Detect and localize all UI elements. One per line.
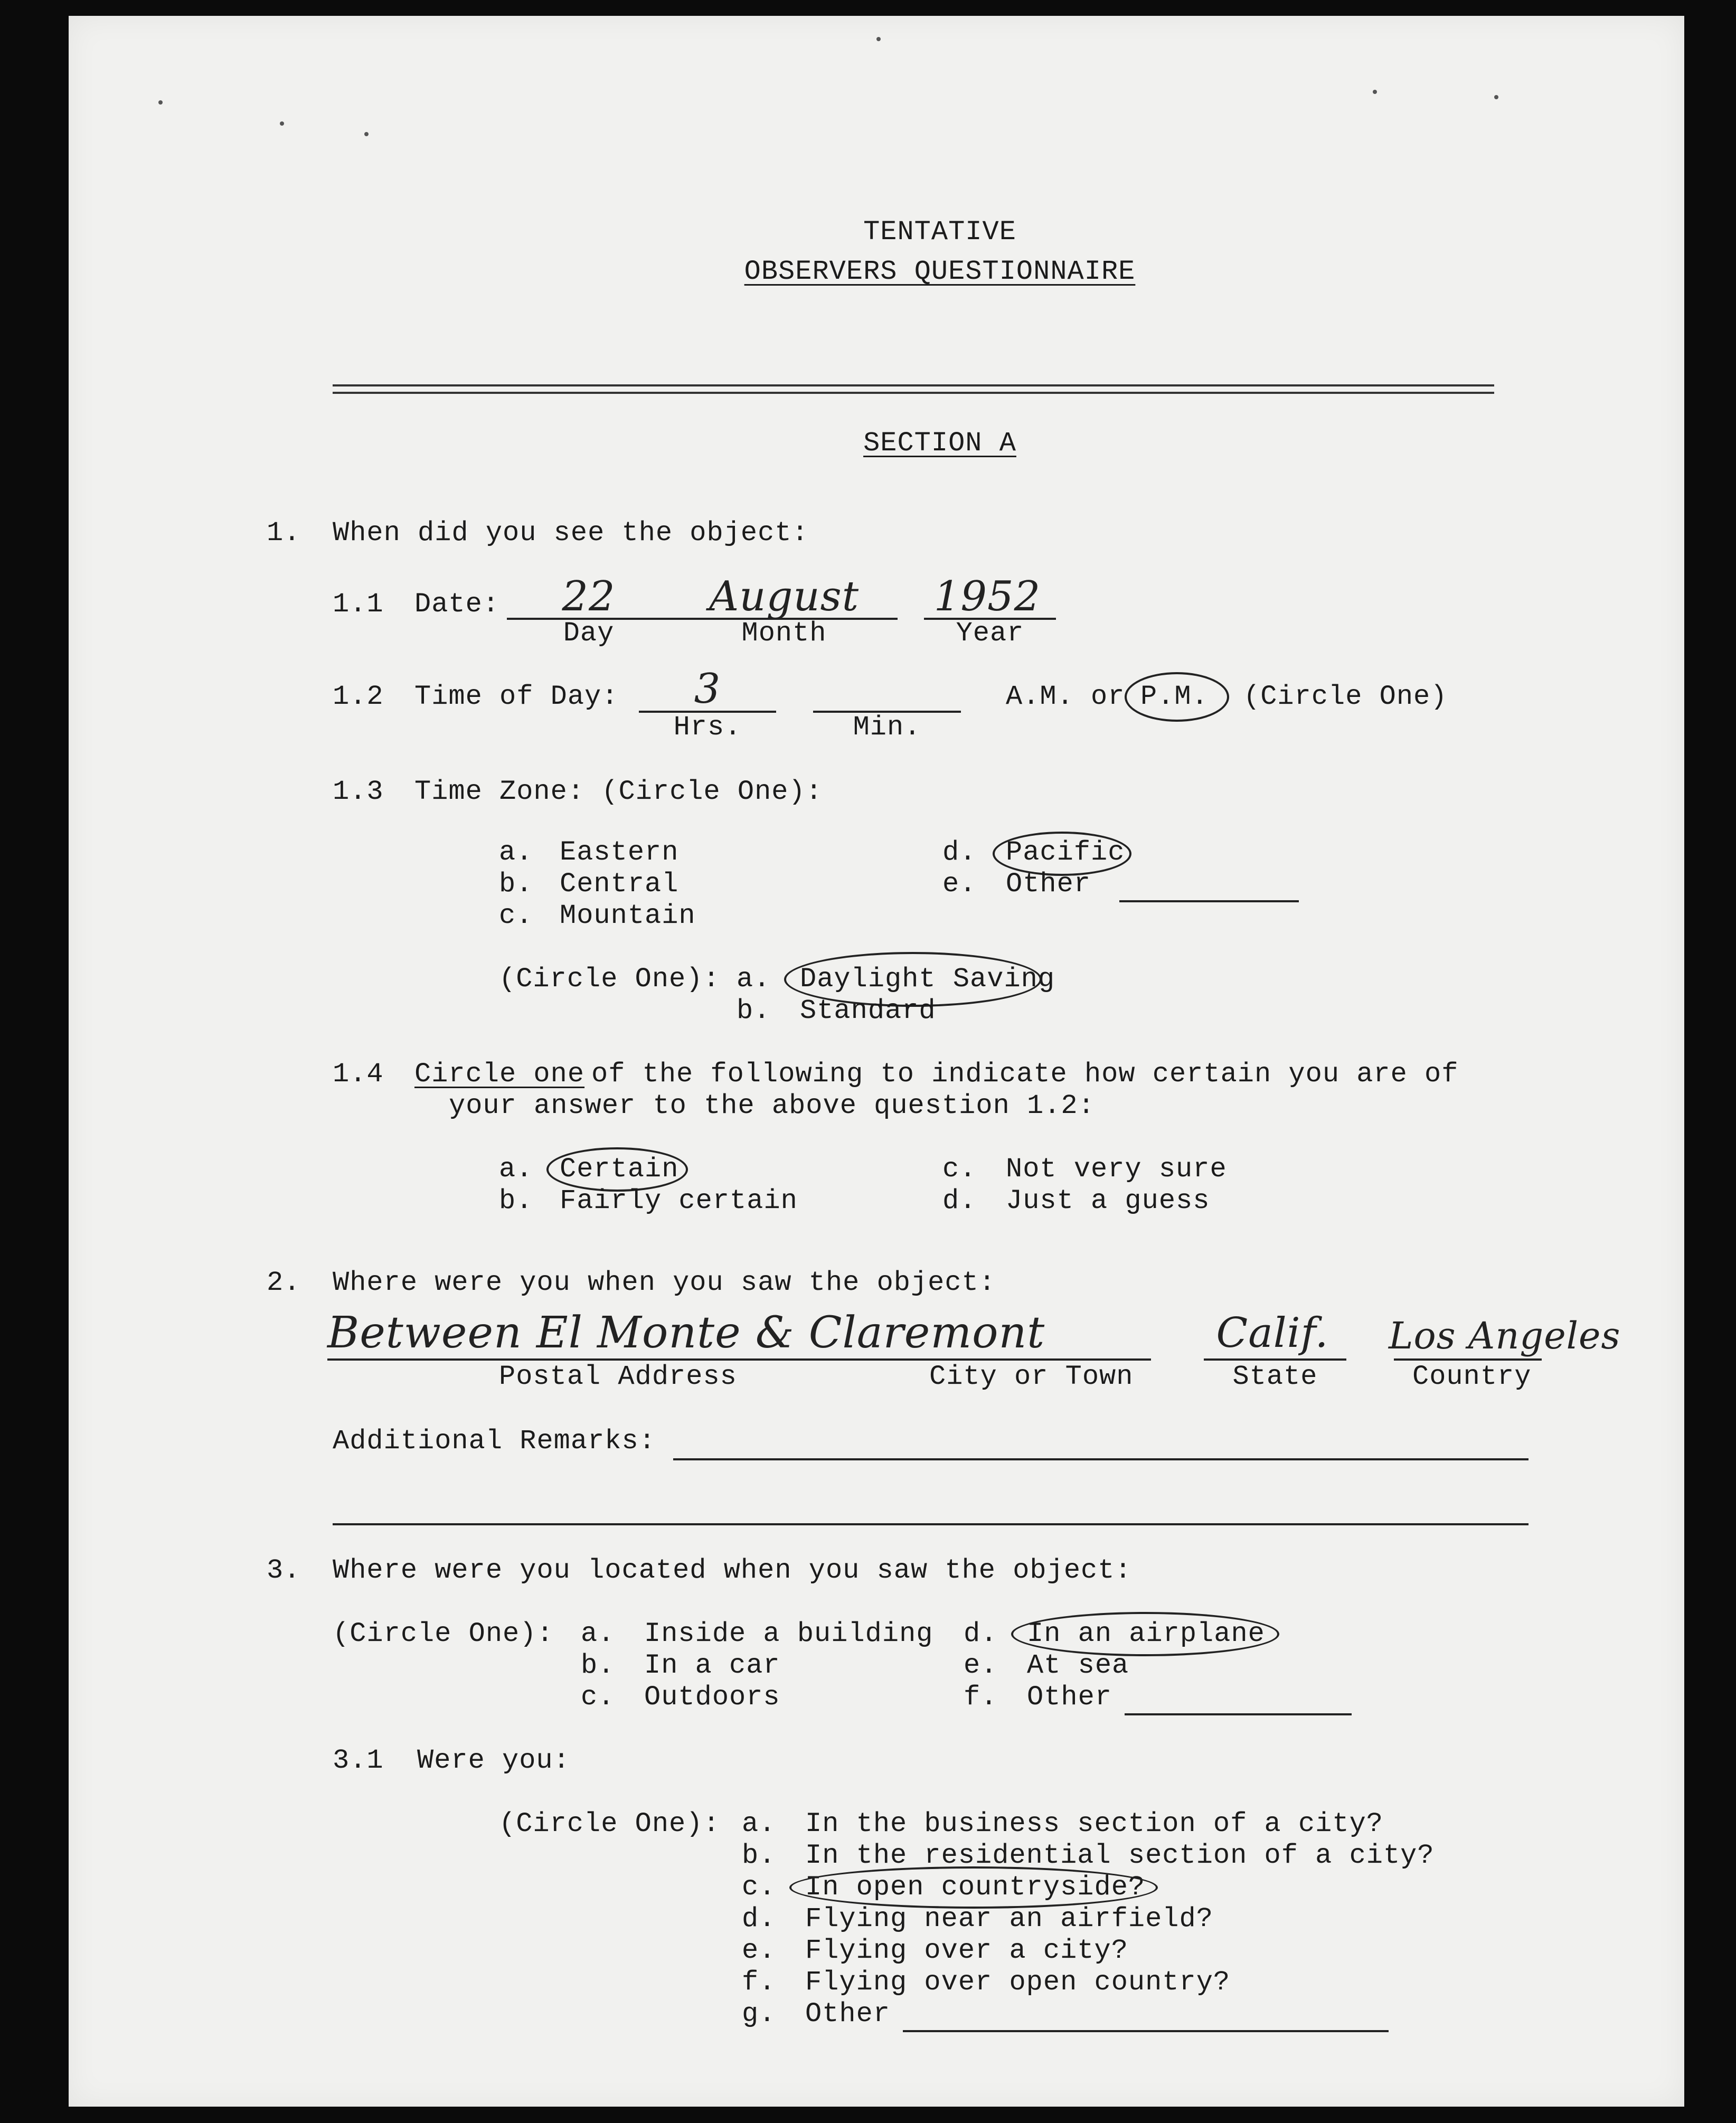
section-divider [333, 384, 1494, 386]
in-an-airplane-option-selected[interactable]: In an airplane [1027, 1618, 1265, 1649]
pm-option-selected[interactable]: P.M. [1140, 681, 1209, 712]
question-number: 1. [267, 517, 301, 549]
option-key: b. [737, 995, 771, 1026]
inside-building-option[interactable]: Inside a building [644, 1618, 933, 1649]
state-line [1204, 1358, 1346, 1361]
option-key: d. [964, 1618, 998, 1649]
timezone-mountain-option[interactable]: Mountain [560, 900, 696, 931]
paper-speck [158, 100, 163, 105]
at-sea-option[interactable]: At sea [1027, 1650, 1129, 1681]
just-a-guess-option[interactable]: Just a guess [1006, 1185, 1210, 1216]
fairly-certain-option[interactable]: Fairly certain [560, 1185, 798, 1216]
countryside-selection-circle [789, 1866, 1158, 1909]
timezone-central-option[interactable]: Central [560, 869, 679, 900]
subquestion-number: 1.4 [333, 1059, 384, 1090]
circle-one-hint: (Circle One): [499, 1808, 720, 1839]
subquestion-number: 1.3 [333, 776, 384, 807]
flying-near-airfield-option[interactable]: Flying near an airfield? [805, 1903, 1213, 1935]
day-caption: Day [563, 618, 615, 649]
option-key: e. [942, 869, 977, 900]
subquestion-number: 1.2 [333, 681, 384, 712]
minutes-caption: Min. [853, 712, 921, 743]
question-number: 2. [267, 1267, 301, 1298]
residential-section-option[interactable]: In the residential section of a city? [805, 1840, 1435, 1871]
address-handwritten[interactable]: Between El Monte & Claremont [327, 1308, 1045, 1358]
country-caption: Country [1412, 1361, 1532, 1392]
option-key: c. [942, 1154, 977, 1185]
were-you-label: Were you: [417, 1745, 570, 1776]
paper-speck [1494, 95, 1498, 99]
subquestion-number: 3.1 [333, 1745, 384, 1776]
timezone-label: Time Zone: (Circle One): [414, 776, 823, 807]
pm-selection-circle [1125, 672, 1229, 722]
paper-speck [1373, 90, 1377, 94]
option-key: d. [942, 1185, 977, 1216]
flying-over-city-option[interactable]: Flying over a city? [805, 1935, 1128, 1966]
month-caption: Month [741, 618, 827, 649]
time-label: Time of Day: [414, 681, 619, 712]
location-other-line [1125, 1713, 1352, 1715]
option-key: f. [742, 1967, 776, 1998]
question-text: Where were you when you saw the object: [333, 1267, 996, 1298]
business-section-option[interactable]: In the business section of a city? [805, 1808, 1383, 1839]
option-key: c. [499, 900, 533, 931]
country-line [1394, 1358, 1542, 1361]
form-title: TENTATIVE [863, 216, 1016, 248]
option-key: b. [581, 1650, 615, 1681]
section-heading: SECTION A [863, 428, 1016, 459]
paper-speck [280, 121, 284, 126]
certainty-question-text-line2: your answer to the above question 1.2: [449, 1090, 1095, 1121]
address-line [327, 1358, 1151, 1361]
state-handwritten[interactable]: Calif. [1216, 1309, 1329, 1357]
in-a-car-option[interactable]: In a car [644, 1650, 780, 1681]
date-label: Date: [414, 589, 500, 620]
hours-caption: Hrs. [673, 712, 742, 743]
option-key: c. [742, 1872, 776, 1903]
not-very-sure-option[interactable]: Not very sure [1006, 1154, 1227, 1185]
option-key: c. [581, 1682, 615, 1713]
city-caption: City or Town [929, 1361, 1134, 1392]
circle-one-hint: (Circle One): [499, 964, 720, 995]
were-you-other-line [903, 2030, 1389, 2032]
form-subtitle: OBSERVERS QUESTIONNAIRE [744, 256, 1136, 287]
daylight-saving-option-selected[interactable]: Daylight Saving [800, 964, 1055, 995]
location-other-option[interactable]: Other [1027, 1682, 1112, 1713]
option-key: a. [499, 837, 533, 868]
option-key: d. [942, 837, 977, 868]
paper-speck [364, 132, 369, 136]
open-countryside-option-selected[interactable]: In open countryside? [805, 1872, 1146, 1903]
certainty-question-text: of the following to indicate how certain you are of [591, 1059, 1459, 1090]
postal-address-caption: Postal Address [499, 1361, 737, 1392]
option-key: b. [499, 1185, 533, 1216]
option-key: e. [964, 1650, 998, 1681]
state-caption: State [1232, 1361, 1318, 1392]
section-divider [333, 392, 1494, 394]
country-handwritten[interactable]: Los Angeles [1389, 1314, 1621, 1357]
option-key: b. [499, 869, 533, 900]
timezone-other-option[interactable]: Other [1006, 869, 1091, 900]
subquestion-number: 1.1 [333, 589, 384, 620]
timezone-eastern-option[interactable]: Eastern [560, 837, 679, 868]
timezone-pacific-option-selected[interactable]: Pacific [1006, 837, 1125, 868]
circle-one-hint: (Circle One) [1243, 681, 1448, 712]
year-caption: Year [956, 618, 1024, 649]
question-text: When did you see the object: [333, 517, 809, 549]
am-or-label: A.M. or [1006, 681, 1125, 712]
date-month-value[interactable]: August [709, 573, 860, 620]
were-you-other-option[interactable]: Other [805, 1998, 891, 2030]
remarks-line-1[interactable] [673, 1458, 1529, 1460]
option-key: b. [742, 1840, 776, 1871]
option-key: f. [964, 1682, 998, 1713]
option-key: a. [742, 1808, 776, 1839]
question-number: 3. [267, 1555, 301, 1586]
flying-over-open-country-option[interactable]: Flying over open country? [805, 1967, 1231, 1998]
option-key: a. [581, 1618, 615, 1649]
questionnaire-page [69, 16, 1684, 2107]
standard-option[interactable]: Standard [800, 995, 936, 1026]
additional-remarks-label: Additional Remarks: [333, 1426, 656, 1457]
outdoors-option[interactable]: Outdoors [644, 1682, 780, 1713]
question-text: Where were you located when you saw the object: [333, 1555, 1132, 1586]
option-key: g. [742, 1998, 776, 2030]
option-key: a. [499, 1154, 533, 1185]
circle-one-hint: (Circle One): [333, 1618, 554, 1649]
option-key: e. [742, 1935, 776, 1966]
option-key: d. [742, 1903, 776, 1935]
timezone-other-line [1119, 900, 1299, 902]
circle-one-instruction: Circle one [414, 1059, 585, 1090]
option-key: a. [737, 964, 771, 995]
paper-speck [876, 37, 881, 41]
remarks-line-2[interactable] [333, 1523, 1529, 1525]
time-hours-value[interactable]: 3 [694, 665, 721, 713]
date-day-value[interactable]: 22 [562, 573, 616, 620]
date-year-value[interactable]: 1952 [933, 573, 1041, 620]
certain-option-selected[interactable]: Certain [560, 1154, 679, 1185]
